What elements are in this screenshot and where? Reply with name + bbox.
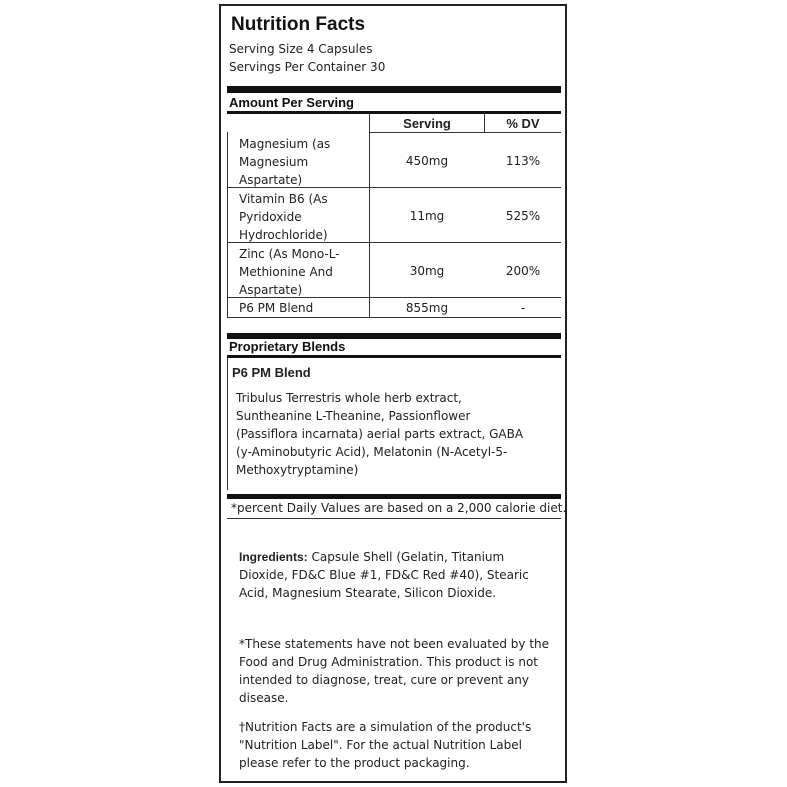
nutrient-dv: 200%	[505, 264, 541, 278]
page-title: Nutrition Facts	[231, 14, 366, 35]
simulation-note: †Nutrition Facts are a simulation of the product's "Nutrition Label". For the actual Nutrition Label please refer to the product packaging.	[239, 720, 532, 770]
footnote-rule	[227, 518, 561, 519]
nutrient-serving: 11mg	[409, 209, 445, 223]
table-top-rule	[227, 111, 561, 114]
serving-size: Serving Size 4 Capsules	[229, 42, 373, 56]
nutrient-serving: 855mg	[405, 301, 449, 315]
daily-value-footnote: *percent Daily Values are based on a 2,000 calorie diet.	[231, 501, 567, 515]
nutrient-name: P6 PM Blend	[239, 301, 314, 315]
table-border-left	[227, 132, 228, 318]
ingredients-label: Ingredients:	[239, 550, 308, 564]
nutrient-name: Magnesium (as Magnesium Aspartate)	[239, 137, 331, 187]
section-rule	[227, 355, 561, 358]
nutrient-serving: 30mg	[409, 264, 445, 278]
blend-name: P6 PM Blend	[232, 365, 311, 380]
servings-per-container: Servings Per Container 30	[229, 60, 386, 74]
thick-divider	[227, 86, 561, 93]
blend-ingredients: Tribulus Terrestris whole herb extract, Suntheanine L-Theanine, Passionflower (Passiflora incarnata) aerial parts extract, GABA (y-Aminobutyric Acid), Melatonin (N-Acetyl-5- Methoxytryptamine)	[236, 391, 524, 477]
amount-per-serving-header: Amount Per Serving	[229, 95, 354, 110]
nutrient-dv: 525%	[505, 209, 541, 223]
nutrient-serving: 450mg	[405, 154, 449, 168]
blend-box-border	[227, 358, 228, 490]
nutrient-dv: -	[520, 301, 526, 315]
nutrient-dv: 113%	[505, 154, 541, 168]
proprietary-blends-header: Proprietary Blends	[229, 339, 346, 354]
thick-divider	[227, 494, 561, 499]
nutrient-name: Zinc (As Mono-L- Methionine And Aspartate)	[239, 247, 340, 297]
table-row-line	[227, 317, 561, 318]
fda-disclaimer: *These statements have not been evaluated by the Food and Drug Administration. This product is not intended to diagnose, treat, cure or prevent any disease.	[239, 637, 550, 705]
nutrient-name: Vitamin B6 (As Pyridoxide Hydrochloride)	[239, 192, 328, 242]
column-header-dv: % DV	[506, 116, 540, 131]
column-header-serving: Serving	[403, 116, 451, 131]
nutrition-facts-panel	[219, 4, 567, 783]
ingredients-text: Ingredients: Capsule Shell (Gelatin, Titanium Dioxide, FD&C Blue #1, FD&C Red #40), Stearic Acid, Magnesium Stearate, Silicon Dioxide.	[239, 550, 529, 600]
